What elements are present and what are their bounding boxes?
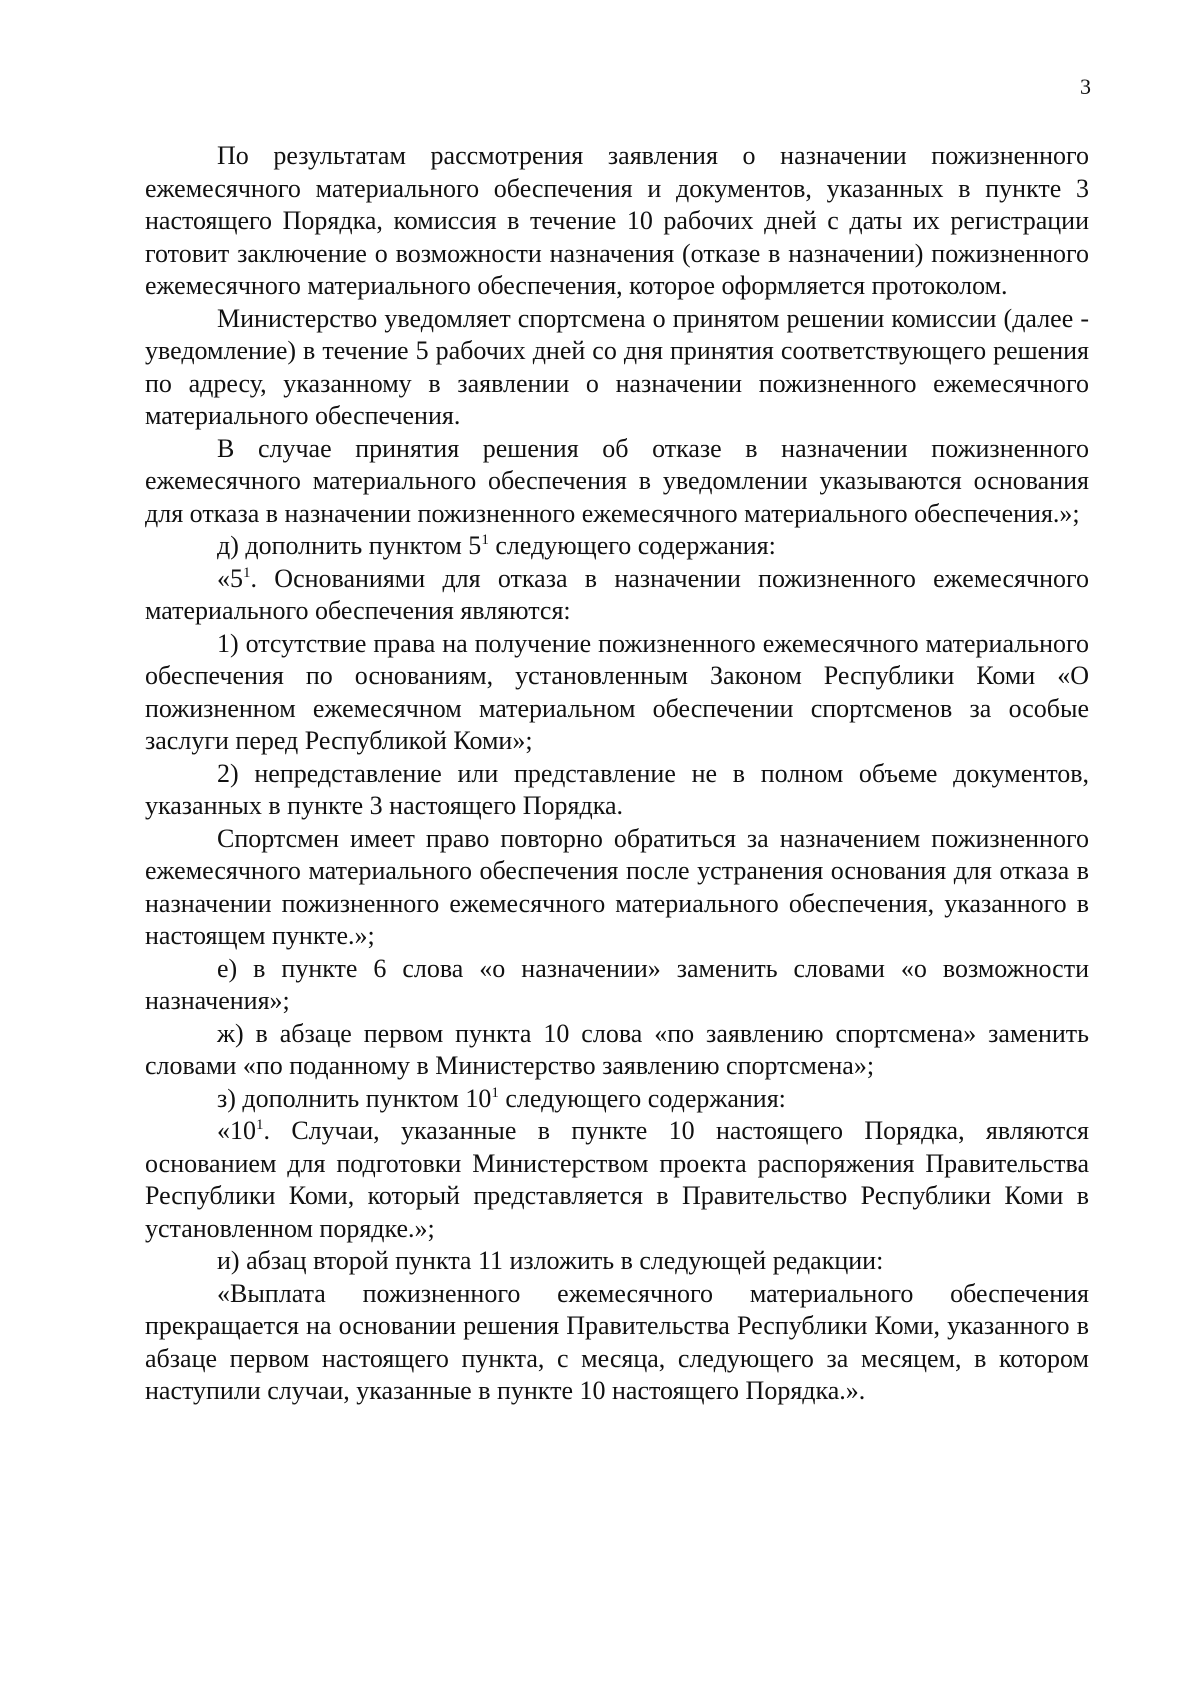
point-10-1-superscript: 1 (256, 1117, 264, 1133)
point-5-1-superscript: 1 (243, 564, 251, 581)
item-z-text: з) дополнить пунктом 10 (217, 1083, 492, 1113)
paragraph-item-z (145, 1083, 1089, 1116)
paragraph-ministry-notification: Министерство уведомляет спортсмена о принятом решении комиссии (далее - уведомление) в течение 5 рабочих дней со дня принятия соответствующего решения по адресу, указанному в заявлении о назначении пожизненного ежемесячного материального обеспечения. (145, 303, 1089, 430)
point-5-1-number: «5 (217, 563, 243, 593)
point-10-1-number: «10 (217, 1116, 256, 1145)
item-d-superscript: 1 (481, 532, 489, 548)
item-z-text-end: следующего содержания: (498, 1083, 786, 1113)
paragraph-item-i: и) абзац второй пункта 11 изложить в следующей редакции: (217, 1246, 884, 1275)
paragraph-payment-termination: «Выплата пожизненного ежемесячного материального обеспечения прекращается на основании решения Правительства Республики Коми, указанного в абзаце первом настоящего пункта, с месяца, следующего за месяцем, в котором наступили случаи, указанные в пункте 10 настоящего Порядка.». (145, 1278, 1089, 1405)
point-10-1-text: . Случаи, указанные в пункте 10 настоящего Порядка, являются основанием для подготовки Министерством проекта распоряжения Правительства Республики Коми, который представляется в Правительство Республики Коми в установленном порядке.»; (145, 1116, 1089, 1243)
paragraph-point-5-1 (145, 563, 1089, 628)
page-number: 3 (1080, 74, 1091, 99)
paragraph-refusal-grounds-notice: В случае принятия решения об отказе в назначении пожизненного ежемесячного материального обеспечения в уведомлении указываются основания для отказа в назначении пожизненного ежемесячного материального обеспечения.»; (145, 433, 1089, 528)
paragraph-reapply-right: Спортсмен имеет право повторно обратиться за назначением пожизненного ежемесячного материального обеспечения после устранения основания для отказа в назначении пожизненного ежемесячного материального обеспечения, указанного в настоящем пункте.»; (145, 823, 1089, 950)
paragraph-commission-review: По результатам рассмотрения заявления о назначении пожизненного ежемесячного материального обеспечения и документов, указанных в пункте 3 настоящего Порядка, комиссия в течение 10 рабочих дней с даты их регистрации готовит заключение о возможности назначения (отказе в назначении) пожизненного ежемесячного материального обеспечения, которое оформляется протоколом. (145, 141, 1089, 300)
item-d-text-end: следующего содержания: (488, 531, 776, 560)
paragraph-point-10-1 (145, 1115, 1089, 1245)
paragraph-ground-2: 2) непредставление или представление не в полном объеме документов, указанных в пункте 3 настоящего Порядка. (145, 758, 1089, 820)
document-body (145, 140, 1089, 1408)
item-d-text: д) дополнить пунктом 5 (217, 531, 482, 560)
paragraph-item-e: е) в пункте 6 слова «о назначении» заменить словами «о возможности назначения»; (145, 953, 1089, 1015)
paragraph-item-zh: ж) в абзаце первом пункта 10 слова «по заявлению спортсмена» заменить словами «по поданному в Министерство заявлению спортсмена»; (145, 1018, 1089, 1080)
point-5-1-text: . Основаниями для отказа в назначении пожизненного ежемесячного материального обеспечения являются: (145, 563, 1089, 625)
paragraph-ground-1: 1) отсутствие права на получение пожизненного ежемесячного материального обеспечения по основаниям, установленным Законом Республики Коми «О пожизненном ежемесячном материальном обеспечении спортсменов за особые заслуги перед Республикой Коми»; (145, 628, 1089, 755)
paragraph-item-d (145, 530, 1089, 563)
item-z-superscript: 1 (491, 1084, 499, 1101)
